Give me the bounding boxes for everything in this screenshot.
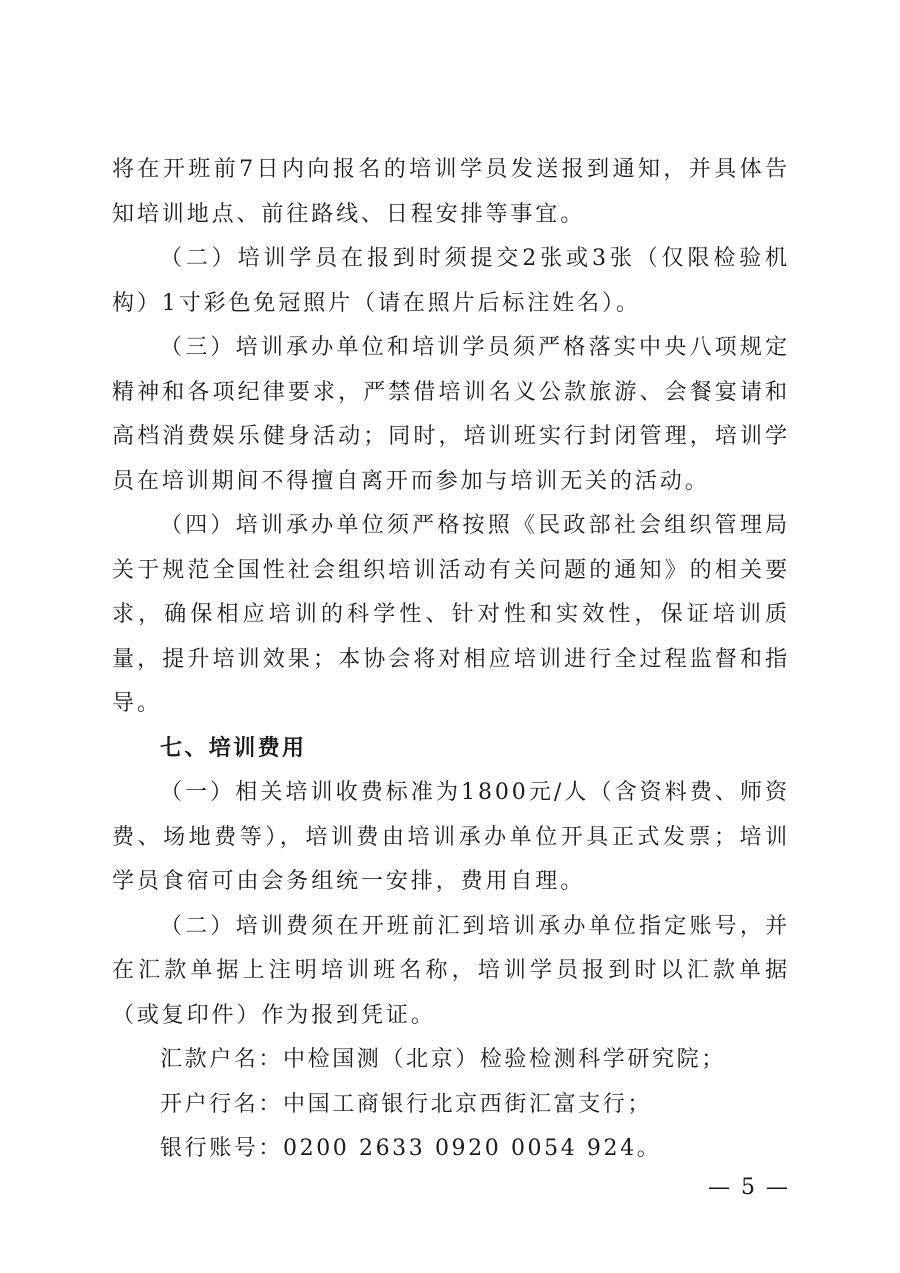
paragraph-fee-remittance: （二）培训费须在开班前汇到培训承办单位指定账号，并在汇款单据上注明培训班名称，培训学员报到时以汇款单据（或复印件）作为报到凭证。 (112, 913, 790, 1028)
account-bank-name: 开户行名：中国工商银行北京西街汇富支行； (160, 1091, 653, 1117)
paragraph-training-quality: （四）培训承办单位须严格按照《民政部社会组织管理局关于规范全国性社会组织培训活动有关问题的通知》的相关要求，确保相应培训的科学性、针对性和实效性，保证培训质量，提升培训效果；本协会将对相应培训进行全过程监督和指导。 (112, 513, 790, 716)
paragraph-photo-requirement: （二）培训学员在报到时须提交2张或3张（仅限检验机构）1寸彩色免冠照片（请在照片后标注姓名）。 (112, 246, 790, 316)
paragraph-discipline-requirement: （三）培训承办单位和培训学员须严格落实中央八项规定精神和各项纪律要求，严禁借培训名义公款旅游、会餐宴请和高档消费娱乐健身活动；同时，培训班实行封闭管理，培训学员在培训期间不得擅自离开而参加与培训无关的活动。 (112, 335, 790, 494)
document-body (112, 148, 790, 1172)
page-number: — 5 — (708, 1175, 790, 1200)
paragraph-notice-continuation: 将在开班前7日内向报名的培训学员发送报到通知，并具体告知培训地点、前往路线、日程安排等事宜。 (112, 157, 790, 227)
paragraph-fee-standard: （一）相关培训收费标准为1800元/人（含资料费、师资费、场地费等），培训费由培训承办单位开具正式发票；培训学员食宿可由会务组统一安排，费用自理。 (112, 780, 790, 894)
section-heading-training-fees: 七、培训费用 (160, 735, 307, 761)
account-holder-name: 汇款户名：中检国测（北京）检验检测科学研究院； (160, 1047, 726, 1072)
account-number: 银行账号：0200 2633 0920 0054 924。 (160, 1136, 662, 1161)
